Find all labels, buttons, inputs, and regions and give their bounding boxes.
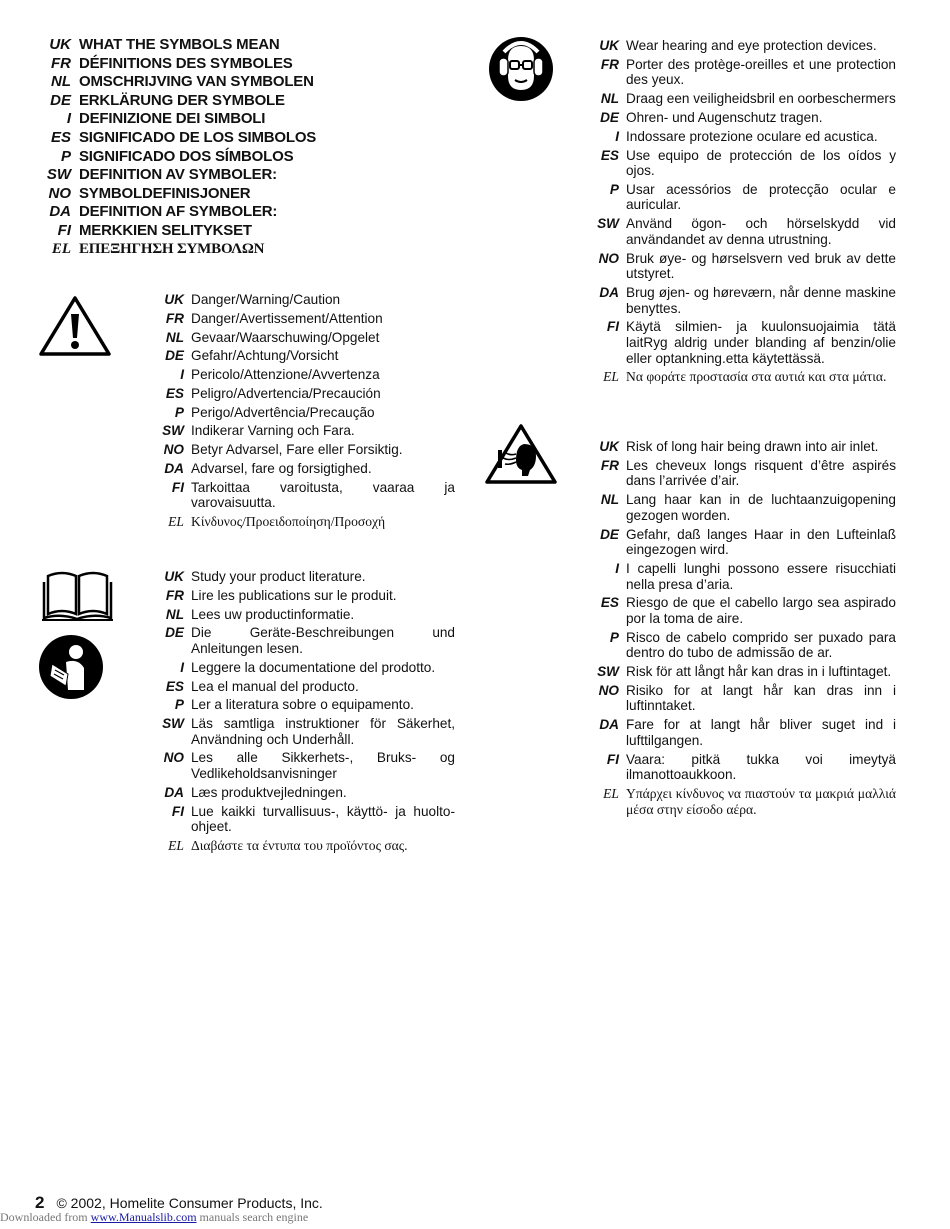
- entry-text: Lang haar kan in de luchtaanzuigopening gezogen worden.: [626, 492, 896, 523]
- hair-entry-fr: [596, 458, 896, 489]
- entry-text: I capelli lunghi possono essere risucchiati nella presa d’aria.: [626, 560, 896, 592]
- language-code: NO: [598, 682, 619, 698]
- language-code: FR: [600, 457, 619, 473]
- hair-entry-no: [596, 683, 896, 714]
- hair-intake-hazard-icon: [484, 422, 558, 486]
- hair-entry-fi: [596, 752, 896, 783]
- language-code: FR: [165, 587, 184, 603]
- page-number: 2: [35, 1193, 45, 1212]
- language-code: FR: [165, 310, 184, 326]
- entry-text: Riesgo de que el cabello largo sea aspirado por la toma de aire.: [626, 595, 896, 626]
- hair-entry-uk: [596, 439, 896, 455]
- danger-entry-fi: [160, 480, 455, 511]
- language-code: EL: [168, 837, 184, 853]
- entry-text: Perigo/Advertência/Precaução: [191, 404, 375, 420]
- language-code: NO: [598, 250, 619, 266]
- language-code: DA: [164, 784, 184, 800]
- language-code: NO: [163, 750, 184, 766]
- literature-entry-uk: [160, 569, 455, 585]
- entry-text: Lea el manual del producto.: [191, 678, 359, 694]
- entry-text: Tarkoittaa varoitusta, vaaraa ja varovaisuutta.: [191, 479, 455, 511]
- entry-text: Porter des protège-oreilles et une protection des yeux.: [626, 56, 896, 88]
- title_lines-entry-i: [40, 110, 460, 129]
- protection-entry-el: [596, 369, 896, 385]
- language-code: SW: [597, 216, 619, 232]
- danger-entry-i: [160, 367, 455, 383]
- download-notice: [0, 1210, 308, 1225]
- read-manual-icon: [38, 634, 104, 700]
- entry-text: Usar acessórios de protecção ocular e auricular.: [626, 181, 896, 213]
- language-code: EL: [603, 785, 619, 801]
- protection-entry-p: [596, 182, 896, 213]
- language-code: FR: [51, 54, 71, 72]
- language-code: EL: [168, 514, 184, 530]
- title_lines-entry-p: [40, 148, 460, 167]
- language-code: NL: [51, 73, 71, 91]
- language-code: I: [615, 128, 619, 144]
- entry-text: Υπάρχει κίνδυνος να πιαστούν τα μακριά μαλλιά μέσα στην είσοδο αέρα.: [626, 785, 896, 817]
- entry-text: ΕΠΕΞΗΓΗΣΗ ΣΥΜΒΟΛΩΝ: [79, 240, 265, 257]
- title_lines-entry-es: [40, 129, 460, 148]
- protection-entry-i: [596, 129, 896, 145]
- manualslib-link[interactable]: www.Manualslib.com: [90, 1210, 197, 1224]
- entry-text: Pericolo/Attenzione/Avvertenza: [191, 367, 380, 383]
- entry-text: Indossare protezione oculare ed acustica.: [626, 128, 878, 144]
- literature-entry-i: [160, 660, 455, 676]
- literature-entry-sw: [160, 716, 455, 747]
- protection-entry-de: [596, 110, 896, 126]
- literature-entry-de: [160, 625, 455, 656]
- danger-entry-p: [160, 405, 455, 421]
- language-code: NL: [165, 329, 184, 345]
- danger-entry-nl: [160, 330, 455, 346]
- language-code: P: [609, 629, 619, 645]
- entry-text: Gefahr/Achtung/Vorsicht: [191, 348, 339, 364]
- danger-section: [160, 292, 455, 533]
- language-code: FR: [600, 56, 619, 72]
- entry-text: Lees uw productinformatie.: [191, 606, 355, 622]
- danger-entry-da: [160, 461, 455, 477]
- entry-text: Ohren- und Augenschutz tragen.: [626, 109, 823, 125]
- protection-entry-es: [596, 148, 896, 179]
- language-code: DE: [600, 526, 619, 542]
- manual-book-icon: [40, 568, 115, 622]
- entry-text: Leggere la documentatione del prodotto.: [191, 659, 436, 675]
- protection-entry-nl: [596, 91, 896, 107]
- entry-text: Draag een veiligheidsbril en oorbeschermers: [626, 91, 896, 107]
- language-code: DE: [165, 625, 184, 641]
- hair-section: [596, 439, 896, 820]
- language-code: ES: [165, 385, 184, 401]
- warning-triangle-icon: [38, 294, 112, 358]
- language-code: FI: [171, 479, 184, 495]
- protection-entry-fi: [596, 319, 896, 366]
- language-code: P: [174, 404, 184, 420]
- language-code: I: [180, 367, 184, 383]
- title_lines-entry-da: [40, 203, 460, 222]
- entry-text: Les cheveux longs risquent d’être aspirés dans l’arrivée d’air.: [626, 457, 896, 489]
- danger-entry-el: [160, 514, 455, 530]
- entry-text: Risiko for at langt hår kan dras inn i luftinntaket.: [626, 682, 896, 714]
- protection-entry-fr: [596, 57, 896, 88]
- language-code: I: [66, 110, 71, 128]
- literature-section: [160, 569, 455, 857]
- entry-text: Les alle Sikkerhets-, Bruks- og Vedlikeholdsanvisninger: [191, 750, 455, 782]
- entry-text: Indikerar Varning och Fara.: [191, 423, 355, 439]
- literature-entry-p: [160, 697, 455, 713]
- language-code: FI: [606, 751, 619, 767]
- language-code: DE: [600, 109, 619, 125]
- literature-entry-el: [160, 838, 455, 854]
- language-code: EL: [51, 240, 71, 257]
- protection-entry-uk: [596, 38, 896, 54]
- entry-text: Læs produktvejledningen.: [191, 784, 347, 800]
- entry-text: Fare for at langt hår bliver suget ind i lufttilgangen.: [626, 717, 896, 748]
- language-code: I: [180, 659, 184, 675]
- hair-entry-de: [596, 527, 896, 558]
- entry-text: DEFINITION AV SYMBOLER:: [79, 166, 277, 184]
- protection-entry-sw: [596, 216, 896, 247]
- protection-entry-da: [596, 285, 896, 316]
- title_lines-entry-no: [40, 185, 460, 204]
- hair-entry-nl: [596, 492, 896, 523]
- entry-text: Ler a literatura sobre o equipamento.: [191, 697, 414, 713]
- danger-entry-fr: [160, 311, 455, 327]
- language-code: UK: [164, 569, 184, 584]
- entry-text: DEFINITION AF SYMBOLER:: [79, 203, 278, 221]
- language-code: SW: [46, 166, 71, 184]
- language-code: P: [60, 147, 71, 165]
- entry-text: ERKLÄRUNG DER SYMBOLE: [79, 91, 285, 109]
- entry-text: SIGNIFICADO DE LOS SIMBOLOS: [79, 128, 317, 146]
- literature-entry-da: [160, 785, 455, 801]
- entry-text: MERKKIEN SELITYKSET: [79, 221, 252, 239]
- entry-text: Gefahr, daß langes Haar in den Lufteinlaß eingezogen wird.: [626, 526, 896, 558]
- entry-text: Study your product literature.: [191, 569, 366, 584]
- hair-entry-i: [596, 561, 896, 592]
- entry-text: Risk för att långt hår kan dras in i luftintaget.: [626, 664, 892, 680]
- hair-entry-da: [596, 717, 896, 748]
- language-code: UK: [164, 292, 184, 307]
- language-code: SW: [597, 664, 619, 680]
- protection-section: [596, 38, 896, 388]
- language-code: I: [615, 560, 619, 576]
- entry-text: Use equipo de protección de los oídos y ojos.: [626, 147, 896, 179]
- title-block: [40, 36, 460, 259]
- copyright: © 2002, Homelite Consumer Products, Inc.: [56, 1195, 323, 1211]
- danger-entry-uk: [160, 292, 455, 308]
- language-code: NL: [165, 606, 184, 622]
- language-code: NL: [600, 492, 619, 508]
- entry-text: Διαβάστε τα έντυπα του προϊόντος σας.: [191, 837, 408, 853]
- entry-text: Bruk øye- og hørselsvern ved bruk av dette utstyret.: [626, 250, 896, 282]
- entry-text: Να φοράτε προστασία στα αυτιά και στα μάτια.: [626, 369, 887, 385]
- entry-text: Advarsel, fare og forsigtighed.: [191, 461, 372, 477]
- hair-entry-el: [596, 786, 896, 817]
- literature-entry-es: [160, 679, 455, 695]
- entry-text: Risk of long hair being drawn into air inlet.: [626, 439, 879, 454]
- title_lines-entry-nl: [40, 73, 460, 92]
- entry-text: Använd ögon- och hörselskydd vid användandet av denna utrustning.: [626, 216, 896, 247]
- language-code: DE: [165, 348, 184, 364]
- hair-entry-es: [596, 595, 896, 626]
- literature-entry-no: [160, 750, 455, 781]
- entry-text: Betyr Advarsel, Fare eller Forsiktig.: [191, 442, 403, 458]
- danger-entry-sw: [160, 423, 455, 439]
- danger-entry-no: [160, 442, 455, 458]
- title_lines-entry-fi: [40, 222, 460, 241]
- language-code: P: [174, 697, 184, 713]
- language-code: DA: [599, 285, 619, 300]
- title_lines-entry-el: [40, 241, 460, 260]
- title_lines-entry-fr: [40, 55, 460, 74]
- language-code: NL: [600, 91, 619, 107]
- language-code: EL: [603, 369, 619, 385]
- entry-text: DÉFINITIONS DES SYMBOLES: [79, 54, 293, 72]
- language-code: DA: [599, 717, 619, 733]
- entry-text: Lire les publications sur le produit.: [191, 587, 397, 603]
- language-code: P: [609, 181, 619, 197]
- language-code: ES: [165, 678, 184, 694]
- entry-text: WHAT THE SYMBOLS MEAN: [79, 36, 280, 53]
- entry-text: Lue kaikki turvallisuus-, käyttö- ja huolto-ohjeet.: [191, 803, 455, 835]
- language-code: ES: [50, 128, 71, 146]
- entry-text: OMSCHRIJVING VAN SYMBOLEN: [79, 73, 314, 91]
- language-code: ES: [600, 595, 619, 611]
- literature-entry-nl: [160, 607, 455, 623]
- title_lines-entry-de: [40, 92, 460, 111]
- danger-entry-es: [160, 386, 455, 402]
- entry-text: Brug øjen- og høreværn, når denne maskine benyttes.: [626, 285, 896, 316]
- entry-text: Käytä silmien- ja kuulonsuojaimia tätä laitRyg aldrig under blanding af benzin/olie eller optankning.etta käytettässä.: [626, 319, 896, 366]
- hair-entry-sw: [596, 664, 896, 680]
- language-code: SW: [162, 716, 184, 732]
- language-code: UK: [599, 439, 619, 454]
- language-code: UK: [599, 38, 619, 53]
- entry-text: SYMBOLDEFINISJONER: [79, 184, 251, 202]
- hair-entry-p: [596, 630, 896, 661]
- language-code: ES: [600, 147, 619, 163]
- entry-text: Gevaar/Waarschuwing/Opgelet: [191, 329, 380, 345]
- entry-text: Risco de cabelo comprido ser puxado para dentro do tubo de admissão de ar.: [626, 629, 896, 661]
- language-code: DA: [164, 461, 184, 477]
- literature-entry-fi: [160, 804, 455, 835]
- entry-text: Wear hearing and eye protection devices.: [626, 38, 877, 53]
- literature-entry-fr: [160, 588, 455, 604]
- title_lines-entry-uk: [40, 36, 460, 55]
- entry-text: SIGNIFICADO DOS SÍMBOLOS: [79, 147, 294, 165]
- danger-entry-de: [160, 348, 455, 364]
- entry-text: Peligro/Advertencia/Precaución: [191, 385, 381, 401]
- entry-text: Danger/Warning/Caution: [191, 292, 341, 307]
- language-code: UK: [49, 36, 71, 53]
- entry-text: DEFINIZIONE DEI SIMBOLI: [79, 110, 266, 128]
- entry-text: Vaara: pitkä tukka voi imeytyä ilmanottoaukkoon.: [626, 751, 896, 783]
- language-code: DE: [50, 91, 71, 109]
- language-code: DA: [49, 203, 71, 221]
- language-code: FI: [57, 221, 71, 239]
- download-suffix: manuals search engine: [199, 1210, 309, 1224]
- entry-text: Die Geräte-Beschreibungen und Anleitungen lesen.: [191, 625, 455, 656]
- language-code: SW: [162, 423, 184, 439]
- download-prefix: Downloaded from: [0, 1210, 88, 1224]
- language-code: FI: [606, 319, 619, 335]
- entry-text: Κίνδυνος/Προειδοποίηση/Προσοχή: [191, 514, 386, 530]
- title_lines-entry-sw: [40, 166, 460, 185]
- language-code: NO: [163, 442, 184, 458]
- hearing-eye-protection-icon: [488, 36, 554, 102]
- language-code: NO: [48, 184, 71, 202]
- language-code: FI: [171, 803, 184, 819]
- protection-entry-no: [596, 251, 896, 282]
- entry-text: Läs samtliga instruktioner för Säkerhet, Användning och Underhåll.: [191, 716, 455, 747]
- entry-text: Danger/Avertissement/Attention: [191, 310, 383, 326]
